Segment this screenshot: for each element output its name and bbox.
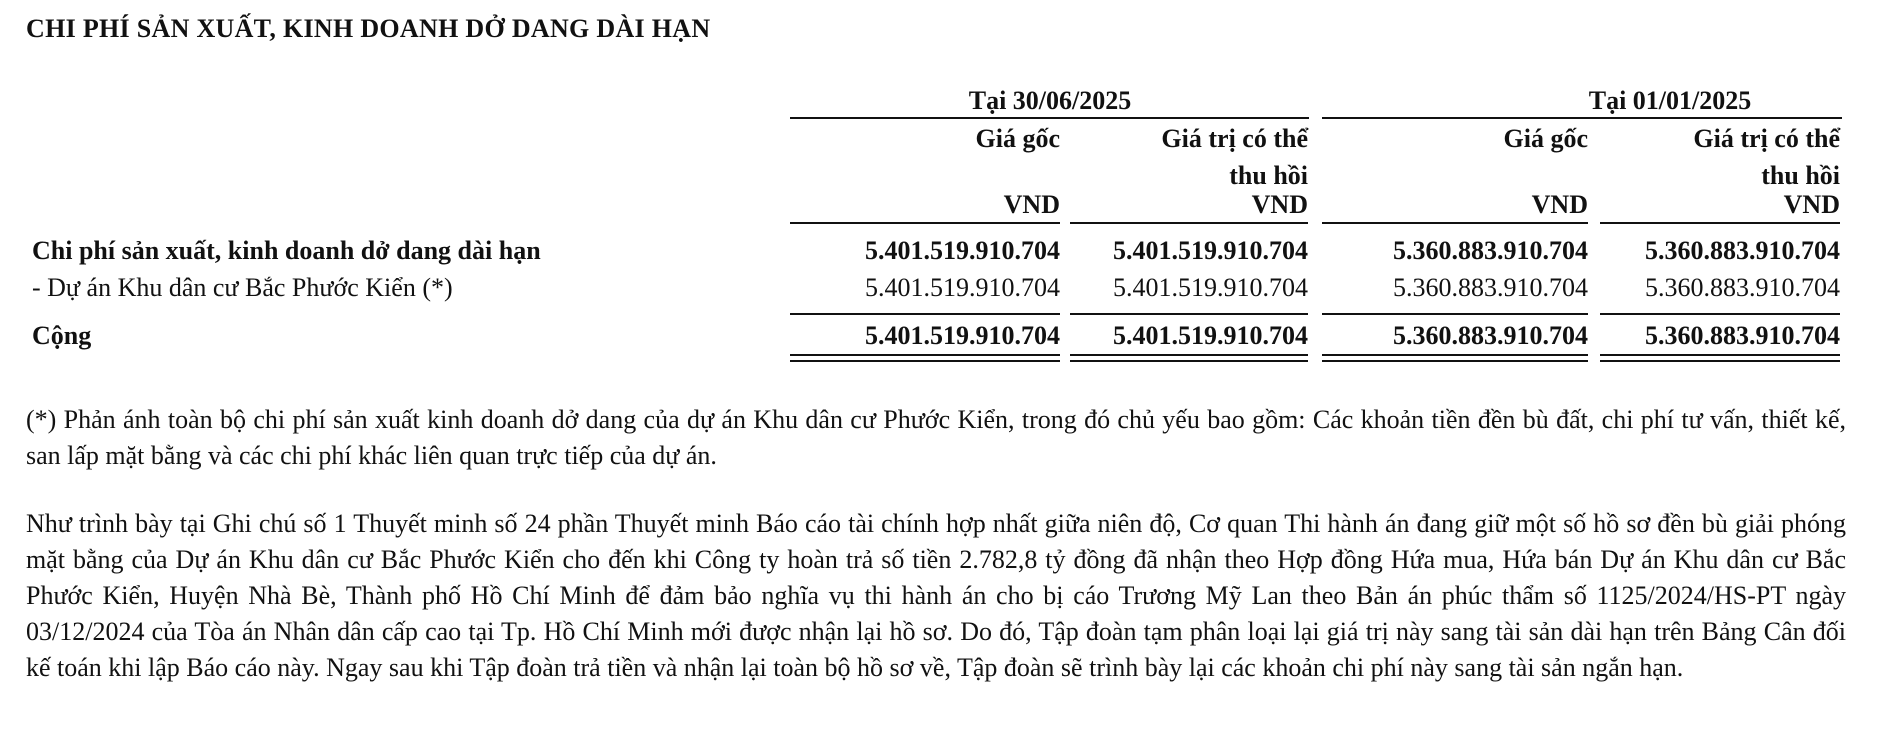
total-double-underline (1322, 354, 1588, 362)
column-unit: VND (1003, 190, 1060, 219)
period-rule-2 (1322, 117, 1842, 119)
table-row (0, 273, 1884, 309)
row-value: 5.401.519.910.704 (1113, 321, 1308, 350)
column-header-line1: Giá gốc (1503, 124, 1588, 153)
total-double-underline (1070, 354, 1308, 362)
column-header-recoverable-1 (1070, 120, 1308, 219)
column-unit: VND (1783, 190, 1840, 219)
column-header-line2: thu hồi (1761, 161, 1840, 190)
column-header-line1: Giá trị có thể (1161, 124, 1308, 153)
row-value: 5.360.883.910.704 (1393, 273, 1588, 302)
row-value: 5.360.883.910.704 (1645, 236, 1840, 265)
section-title: CHI PHÍ SẢN XUẤT, KINH DOANH DỞ DANG DÀI HẠN (26, 14, 711, 43)
column-header-recoverable-2 (1600, 120, 1840, 219)
period-header-2025-01-01: Tại 01/01/2025 (1588, 86, 1752, 115)
table-row-total (0, 321, 1884, 357)
total-top-rule (1600, 313, 1840, 315)
total-double-underline (1600, 354, 1840, 362)
period-rule-1 (790, 117, 1309, 119)
row-label: Cộng (32, 321, 92, 350)
period-header-2025-06-30: Tại 30/06/2025 (968, 86, 1132, 115)
explanation-paragraph: Như trình bày tại Ghi chú số 1 Thuyết minh số 24 phần Thuyết minh Báo cáo tài chính hợp nhất giữa niên độ, Cơ quan Thi hành án đang giữ một số hồ sơ đền bù giải phóng mặt bằng của Dự án Khu dân cư Bắc Phước Kiển cho đến khi Công ty hoàn trả số tiền 2.782,8 tỷ đồng đã nhận theo Hợp đồng Hứa mua, Hứa bán Dự án Khu dân cư Bắc Phước Kiển, Huyện Nhà Bè, Thành phố Hồ Chí Minh để đảm bảo nghĩa vụ thi hành án cho bị cáo Trương Mỹ Lan theo Bản án phúc thẩm số 1125/2024/HS-PT ngày 03/12/2024 của Tòa án Nhân dân cấp cao tại Tp. Hồ Chí Minh mới được nhận lại hồ sơ. Do đó, Tập đoàn tạm phân loại lại giá trị này sang tài sản dài hạn trên Bảng Cân đối kế toán khi lập Báo cáo này. Ngay sau khi Tập đoàn trả tiền và nhận lại toàn bộ hồ sơ về, Tập đoàn sẽ trình bày lại các khoản chi phí này sang tài sản ngắn hạn. (26, 509, 1846, 682)
column-header-line1: Giá gốc (975, 124, 1060, 153)
row-value: 5.401.519.910.704 (1113, 273, 1308, 302)
total-top-rule (790, 313, 1060, 315)
row-value: 5.401.519.910.704 (865, 236, 1060, 265)
row-value: 5.360.883.910.704 (1393, 321, 1588, 350)
column-header-cost-1 (790, 120, 1060, 219)
column-header-line1: Giá trị có thể (1693, 124, 1840, 153)
column-header-line2: thu hồi (1229, 161, 1308, 190)
header-underline (1600, 222, 1840, 224)
header-underline (1322, 222, 1588, 224)
row-value: 5.360.883.910.704 (1645, 321, 1840, 350)
row-label: - Dự án Khu dân cư Bắc Phước Kiển (*) (32, 273, 453, 302)
column-unit: VND (1251, 190, 1308, 219)
total-double-underline (790, 354, 1060, 362)
table-row (0, 236, 1884, 272)
column-header-cost-2 (1322, 120, 1588, 219)
row-value: 5.401.519.910.704 (865, 273, 1060, 302)
total-top-rule (1070, 313, 1308, 315)
row-value: 5.360.883.910.704 (1645, 273, 1840, 302)
total-top-rule (1322, 313, 1588, 315)
row-value: 5.360.883.910.704 (1393, 236, 1588, 265)
header-underline (790, 222, 1060, 224)
row-value: 5.401.519.910.704 (1113, 236, 1308, 265)
footnote-paragraph: (*) Phản ánh toàn bộ chi phí sản xuất kinh doanh dở dang của dự án Khu dân cư Phước Kiển, trong đó chủ yếu bao gồm: Các khoản tiền đền bù đất, chi phí tư vấn, thiết kế, san lấp mặt bằng và các chi phí khác liên quan trực tiếp của dự án. (26, 405, 1846, 470)
row-value: 5.401.519.910.704 (865, 321, 1060, 350)
row-label: Chi phí sản xuất, kinh doanh dở dang dài hạn (32, 236, 541, 265)
column-unit: VND (1531, 190, 1588, 219)
header-underline (1070, 222, 1308, 224)
